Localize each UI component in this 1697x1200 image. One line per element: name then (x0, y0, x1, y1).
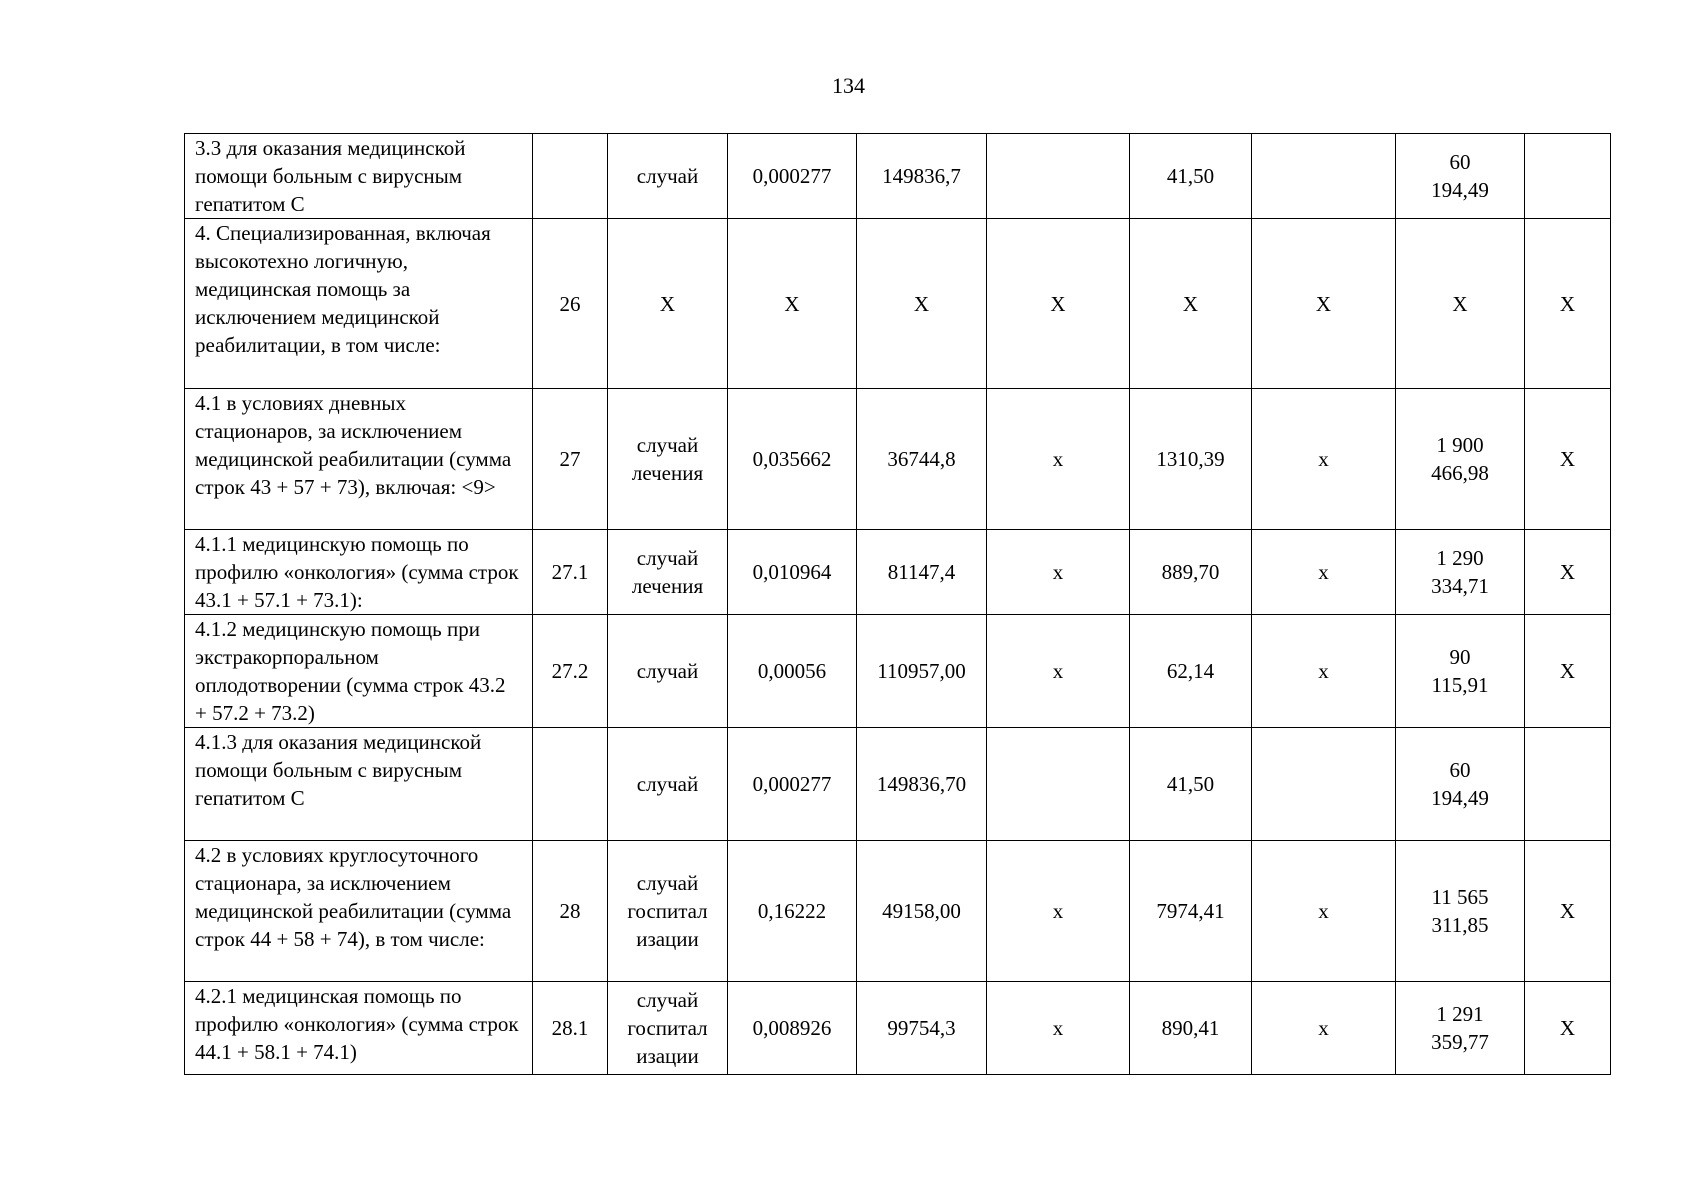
budget-per-capita-cell (987, 134, 1130, 219)
oms-total-cell (1396, 982, 1525, 1075)
share-cell (1525, 728, 1611, 841)
oms-total-cell-line: 60 (1449, 758, 1471, 782)
oms-total-cell-line: 60 (1449, 150, 1471, 174)
cost-per-unit-cell (857, 134, 987, 219)
cost-per-unit-cell-text: 49158,00 (882, 899, 961, 923)
oms-per-capita-cell-text: 1310,39 (1156, 447, 1225, 471)
oms-per-capita-cell-text: 62,14 (1166, 659, 1215, 683)
oms-total-cell (1396, 134, 1525, 219)
cost-per-unit-cell (857, 982, 987, 1075)
table-row (185, 219, 1611, 389)
row-name-cell (185, 615, 533, 728)
oms-total-cell (1396, 389, 1525, 530)
table-row (185, 615, 1611, 728)
norm-volume-cell-text: 0,035662 (752, 447, 832, 471)
row-name-cell-text: 3.3 для оказания медицинской помощи больным с вирусным гепатитом С (195, 136, 466, 216)
oms-total-cell (1396, 728, 1525, 841)
row-number-cell (533, 728, 608, 841)
unit-cell-line: изации (636, 927, 699, 951)
share-cell-text: X (1559, 291, 1576, 316)
row-number-cell (533, 389, 608, 530)
oms-total-cell-line: 115,91 (1431, 673, 1489, 697)
row-name-cell (185, 728, 533, 841)
oms-per-capita-cell (1130, 841, 1252, 982)
oms-per-capita-cell-text: 889,70 (1161, 560, 1220, 584)
oms-total-cell-line: 11 565 (1431, 885, 1489, 909)
table-row (185, 841, 1611, 982)
budget-total-cell (1252, 982, 1396, 1075)
oms-total-cell (1396, 530, 1525, 615)
oms-per-capita-cell-text: 890,41 (1161, 1016, 1220, 1040)
row-number-cell (533, 219, 608, 389)
unit-cell-line: лечения (631, 461, 704, 485)
unit-cell-line: случай (636, 433, 699, 457)
row-number-cell-text: 28.1 (551, 1016, 589, 1040)
share-cell (1525, 134, 1611, 219)
share-cell (1525, 530, 1611, 615)
oms-total-cell-line: 311,85 (1431, 913, 1489, 937)
budget-total-cell (1252, 530, 1396, 615)
unit-cell-line: случай (636, 871, 699, 895)
norm-volume-cell (728, 389, 857, 530)
oms-total-cell (1396, 615, 1525, 728)
row-name-cell-text: 4.1.1 медицинскую помощь по профилю «онкология» (сумма строк 43.1 + 57.1 + 73.1): (195, 532, 519, 612)
row-name-cell-text: 4.2 в условиях круглосуточного стационара, за исключением медицинской реабилитации (сумма строк 44 + 58 + 74), в том числе: (195, 843, 512, 951)
row-name-cell (185, 530, 533, 615)
oms-total-cell (1396, 841, 1525, 982)
row-number-cell-text: 27 (559, 447, 581, 471)
oms-total-cell-line: 334,71 (1431, 574, 1489, 598)
budget-per-capita-cell (987, 728, 1130, 841)
oms-total-cell-line: X (1452, 291, 1468, 316)
row-name-cell-text: 4.1 в условиях дневных стационаров, за исключением медицинской реабилитации (сумма строк 43 + 57 + 73), включая: <9> (195, 391, 512, 499)
budget-per-capita-cell-text: x (1052, 560, 1064, 584)
budget-total-cell (1252, 389, 1396, 530)
row-name-cell (185, 982, 533, 1075)
norm-volume-cell-text: X (784, 291, 800, 316)
budget-total-cell (1252, 728, 1396, 841)
row-number-cell (533, 530, 608, 615)
oms-per-capita-cell (1130, 389, 1252, 530)
table-row (185, 530, 1611, 615)
share-cell-text: X (1559, 899, 1576, 923)
budget-per-capita-cell (987, 530, 1130, 615)
budget-per-capita-cell-text: x (1052, 899, 1064, 923)
unit-cell (608, 530, 728, 615)
budget-total-cell (1252, 841, 1396, 982)
oms-per-capita-cell (1130, 982, 1252, 1075)
unit-cell-line: случай (636, 164, 699, 188)
norm-volume-cell (728, 728, 857, 841)
share-cell (1525, 389, 1611, 530)
page-number: 134 (832, 73, 865, 98)
budget-total-cell-text: x (1318, 560, 1329, 584)
table-row (185, 728, 1611, 841)
unit-cell (608, 982, 728, 1075)
oms-total-cell-line: 359,77 (1431, 1030, 1489, 1054)
unit-cell-line: изации (636, 1044, 699, 1068)
table-row (185, 134, 1611, 219)
norm-volume-cell-text: 0,00056 (757, 659, 827, 683)
oms-per-capita-cell (1130, 615, 1252, 728)
unit-cell (608, 841, 728, 982)
share-cell-text: X (1559, 659, 1576, 683)
unit-cell (608, 134, 728, 219)
unit-cell-line: X (659, 291, 676, 316)
share-cell (1525, 841, 1611, 982)
budget-total-cell-text: x (1318, 659, 1329, 683)
row-number-cell (533, 982, 608, 1075)
share-cell-text: X (1559, 447, 1576, 471)
share-cell (1525, 219, 1611, 389)
cost-per-unit-cell-text: 99754,3 (887, 1016, 956, 1040)
cost-per-unit-cell-text: 149836,70 (876, 772, 967, 796)
oms-total-cell-line: 1 290 (1436, 546, 1484, 570)
budget-per-capita-cell-text: x (1052, 1016, 1064, 1040)
oms-per-capita-cell-text: X (1182, 291, 1199, 316)
oms-total-cell-line: 466,98 (1431, 461, 1489, 485)
row-name-cell-text: 4.1.2 медицинскую помощь при экстракорпоральном оплодотворении (сумма строк 43.2 + 57.2 + 73.2) (195, 617, 506, 725)
row-name-cell (185, 134, 533, 219)
oms-total-cell-line: 194,49 (1431, 178, 1489, 202)
share-cell-text: X (1559, 560, 1576, 584)
table-body (185, 134, 1611, 1075)
oms-per-capita-cell (1130, 219, 1252, 389)
cost-per-unit-cell (857, 219, 987, 389)
norm-volume-cell (728, 841, 857, 982)
oms-total-cell-line: 90 (1449, 645, 1471, 669)
row-number-cell-text: 26 (559, 291, 581, 316)
unit-cell-line: лечения (631, 574, 704, 598)
unit-cell-line: случай (636, 988, 699, 1012)
oms-total-cell-line: 194,49 (1431, 786, 1489, 810)
share-cell-text: X (1559, 1016, 1576, 1040)
budget-total-cell-text: x (1318, 447, 1329, 471)
budget-total-cell (1252, 615, 1396, 728)
row-name-cell-text: 4. Специализированная, включая высокотехно логичную, медицинская помощь за исключением медицинской реабилитации, в том числе: (195, 221, 491, 357)
table-row (185, 389, 1611, 530)
share-cell (1525, 982, 1611, 1075)
oms-per-capita-cell (1130, 530, 1252, 615)
row-number-cell (533, 841, 608, 982)
table-row (185, 982, 1611, 1075)
row-name-cell (185, 389, 533, 530)
unit-cell (608, 219, 728, 389)
unit-cell (608, 615, 728, 728)
norm-volume-cell (728, 615, 857, 728)
cost-per-unit-cell (857, 728, 987, 841)
row-number-cell (533, 615, 608, 728)
budget-total-cell-text: x (1318, 1016, 1329, 1040)
norm-volume-cell-text: 0,16222 (757, 899, 827, 923)
budget-total-cell (1252, 219, 1396, 389)
oms-total-cell-line: 1 900 (1436, 433, 1484, 457)
cost-per-unit-cell-text: 81147,4 (887, 560, 956, 584)
row-number-cell-text: 27.1 (551, 560, 589, 584)
budget-per-capita-cell-text: x (1052, 659, 1064, 683)
cost-per-unit-cell-text: X (913, 291, 930, 316)
budget-per-capita-cell (987, 219, 1130, 389)
cost-per-unit-cell (857, 841, 987, 982)
norm-volume-cell-text: 0,000277 (752, 772, 832, 796)
oms-per-capita-cell-text: 41,50 (1166, 164, 1215, 188)
unit-cell (608, 389, 728, 530)
budget-per-capita-cell (987, 615, 1130, 728)
budget-per-capita-cell-text: x (1052, 447, 1064, 471)
row-name-cell-text: 4.1.3 для оказания медицинской помощи больным с вирусным гепатитом С (195, 730, 482, 810)
unit-cell-line: госпитал (627, 899, 708, 923)
row-name-cell (185, 841, 533, 982)
oms-per-capita-cell (1130, 134, 1252, 219)
unit-cell-line: случай (636, 772, 699, 796)
budget-per-capita-cell (987, 841, 1130, 982)
cost-per-unit-cell-text: 149836,7 (882, 164, 961, 188)
cost-per-unit-cell (857, 615, 987, 728)
budget-total-cell (1252, 134, 1396, 219)
budget-per-capita-cell (987, 389, 1130, 530)
unit-cell (608, 728, 728, 841)
norm-volume-cell (728, 530, 857, 615)
unit-cell-line: случай (636, 546, 699, 570)
norm-volume-cell (728, 134, 857, 219)
norm-volume-cell-text: 0,000277 (752, 164, 832, 188)
norm-volume-cell-text: 0,008926 (752, 1016, 832, 1040)
unit-cell-line: госпитал (627, 1016, 708, 1040)
norm-volume-cell-text: 0,010964 (752, 560, 832, 584)
oms-per-capita-cell-text: 41,50 (1166, 772, 1215, 796)
row-name-cell-text: 4.2.1 медицинская помощь по профилю «онкология» (сумма строк 44.1 + 58.1 + 74.1) (195, 984, 519, 1064)
unit-cell-line: случай (636, 659, 699, 683)
share-cell (1525, 615, 1611, 728)
budget-total-cell-text: X (1315, 291, 1332, 316)
row-number-cell (533, 134, 608, 219)
row-number-cell-text: 28 (559, 899, 581, 923)
norm-volume-cell (728, 219, 857, 389)
row-name-cell (185, 219, 533, 389)
budget-per-capita-cell-text: X (1050, 291, 1066, 316)
cost-per-unit-cell (857, 389, 987, 530)
oms-total-cell-line: 1 291 (1436, 1002, 1484, 1026)
cost-per-unit-cell (857, 530, 987, 615)
cost-per-unit-cell-text: 110957,00 (877, 659, 966, 683)
data-table (184, 133, 1611, 1075)
oms-per-capita-cell (1130, 728, 1252, 841)
budget-per-capita-cell (987, 982, 1130, 1075)
row-number-cell-text: 27.2 (551, 659, 589, 683)
cost-per-unit-cell-text: 36744,8 (887, 447, 956, 471)
budget-total-cell-text: x (1318, 899, 1329, 923)
norm-volume-cell (728, 982, 857, 1075)
oms-per-capita-cell-text: 7974,41 (1156, 899, 1225, 923)
oms-total-cell (1396, 219, 1525, 389)
